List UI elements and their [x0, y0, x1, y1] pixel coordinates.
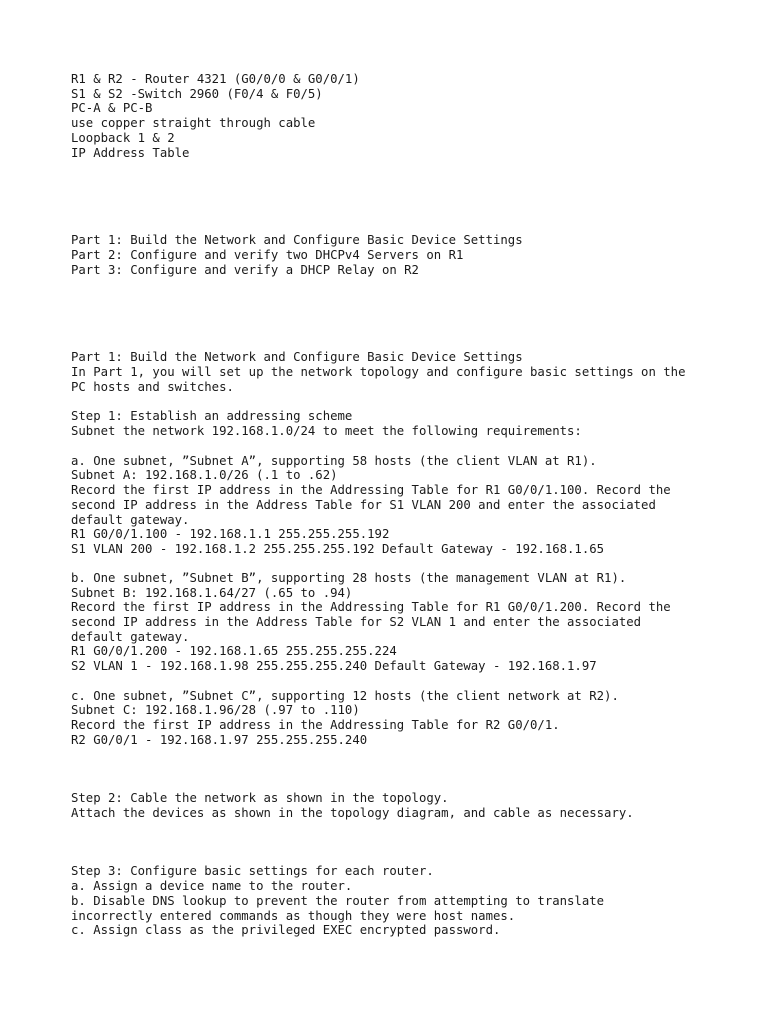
text-line: Record the first IP address in the Addressing Table for R1 G0/0/1.100. Record the [71, 483, 671, 497]
text-line: R1 G0/0/1.100 - 192.168.1.1 255.255.255.192 [71, 527, 390, 541]
text-line: PC-A & PC-B [71, 101, 153, 115]
text-line: In Part 1, you will set up the network topology and configure basic settings on the [71, 365, 686, 379]
text-line: Subnet B: 192.168.1.64/27 (.65 to .94) [71, 586, 353, 600]
text-line: a. One subnet, ”Subnet A”, supporting 58 hosts (the client VLAN at R1). [71, 454, 597, 468]
step-heading: Step 1: Establish an addressing scheme [71, 409, 353, 423]
text-line: b. Disable DNS lookup to prevent the router from attempting to translate [71, 894, 605, 908]
text-line: Record the first IP address in the Addressing Table for R2 G0/0/1. [71, 718, 560, 732]
text-line: S1 & S2 -Switch 2960 (F0/4 & F0/5) [71, 87, 323, 101]
text-line: IP Address Table [71, 146, 190, 160]
text-line: Record the first IP address in the Addressing Table for R1 G0/0/1.200. Record the [71, 600, 671, 614]
text-line: Part 1: Build the Network and Configure Basic Device Settings [71, 233, 523, 247]
step-heading: Step 2: Cable the network as shown in the topology. [71, 791, 449, 805]
text-line: R2 G0/0/1 - 192.168.1.97 255.255.255.240 [71, 733, 368, 747]
text-line: R1 G0/0/1.200 - 192.168.1.65 255.255.255.224 [71, 644, 397, 658]
text-line: b. One subnet, ”Subnet B”, supporting 28 hosts (the management VLAN at R1). [71, 571, 627, 585]
text-line: Attach the devices as shown in the topology diagram, and cable as necessary. [71, 806, 634, 820]
text-line: use copper straight through cable [71, 116, 316, 130]
text-line: incorrectly entered commands as though they were host names. [71, 909, 516, 923]
text-line: PC hosts and switches. [71, 380, 234, 394]
section-heading: Part 1: Build the Network and Configure Basic Device Settings [71, 350, 523, 364]
text-line: S1 VLAN 200 - 192.168.1.2 255.255.255.192 Default Gateway - 192.168.1.65 [71, 542, 605, 556]
text-line: Subnet C: 192.168.1.96/28 (.97 to .110) [71, 703, 360, 717]
text-line: c. One subnet, ”Subnet C”, supporting 12 hosts (the client network at R2). [71, 689, 619, 703]
text-line: default gateway. [71, 513, 190, 527]
text-line: Subnet A: 192.168.1.0/26 (.1 to .62) [71, 468, 338, 482]
step-heading: Step 3: Configure basic settings for each router. [71, 864, 434, 878]
text-line: Part 2: Configure and verify two DHCPv4 Servers on R1 [71, 248, 464, 262]
text-line: Part 3: Configure and verify a DHCP Relay on R2 [71, 263, 419, 277]
text-line: default gateway. [71, 630, 190, 644]
text-line: c. Assign class as the privileged EXEC encrypted password. [71, 923, 501, 937]
text-line: Loopback 1 & 2 [71, 131, 175, 145]
text-line: second IP address in the Address Table for S1 VLAN 200 and enter the associated [71, 498, 656, 512]
text-line: a. Assign a device name to the router. [71, 879, 353, 893]
text-line: second IP address in the Address Table for S2 VLAN 1 and enter the associated [71, 615, 642, 629]
text-line: R1 & R2 - Router 4321 (G0/0/0 & G0/0/1) [71, 72, 360, 86]
text-line: S2 VLAN 1 - 192.168.1.98 255.255.255.240 Default Gateway - 192.168.1.97 [71, 659, 597, 673]
text-line: Subnet the network 192.168.1.0/24 to meet the following requirements: [71, 424, 582, 438]
